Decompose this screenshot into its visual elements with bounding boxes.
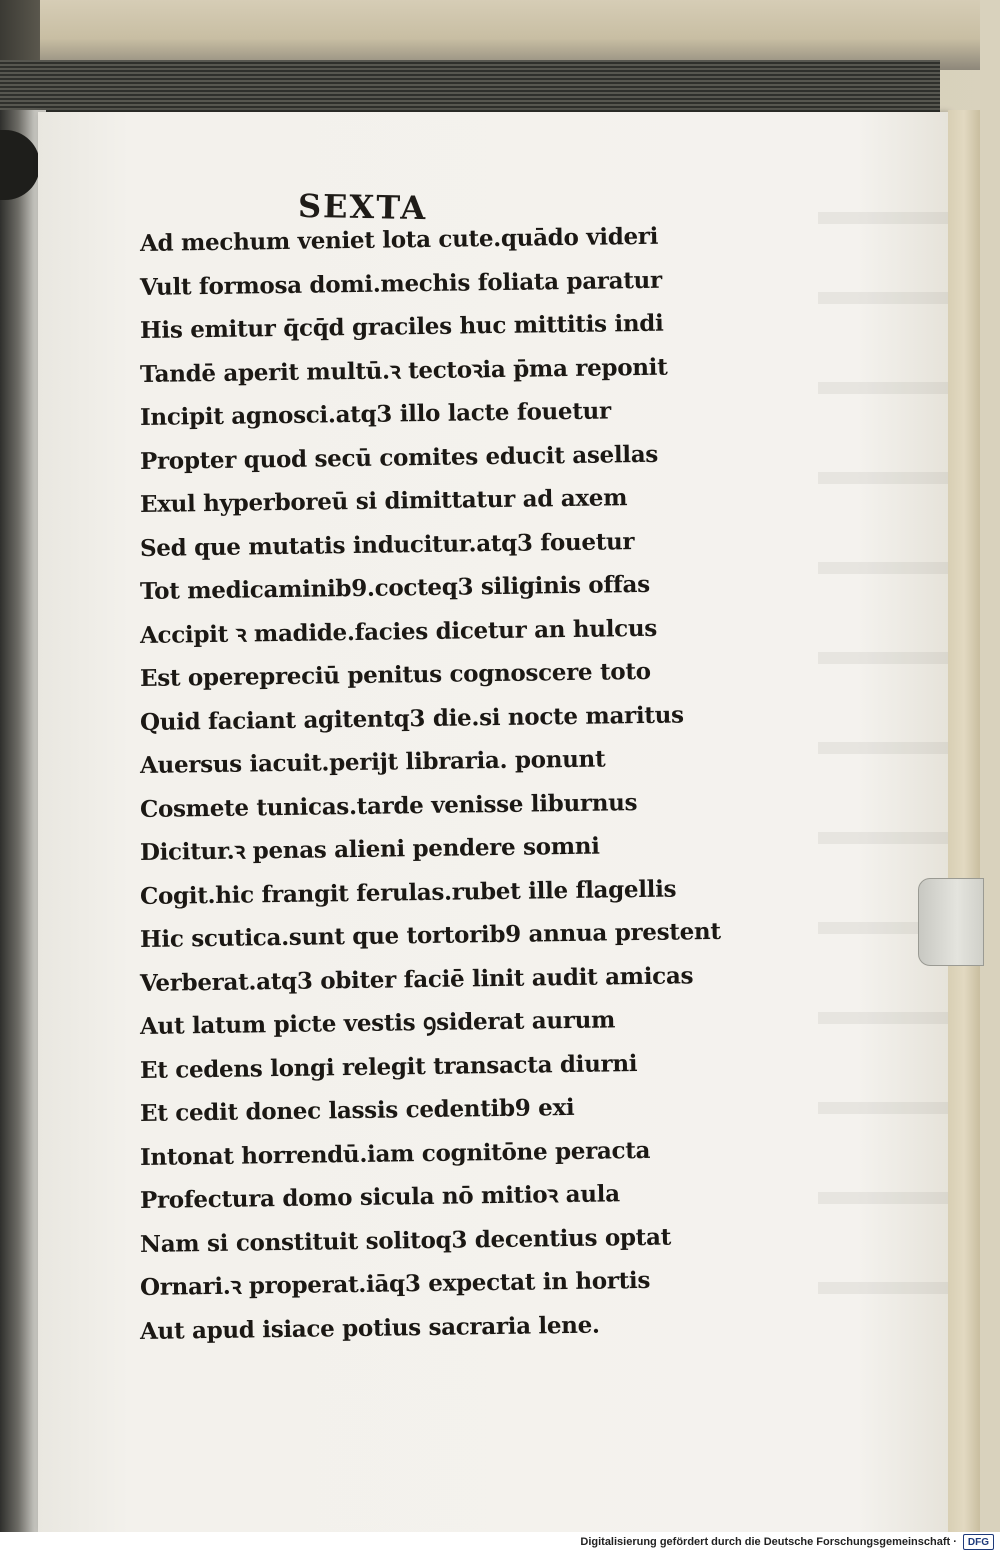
verse-line: Et cedens longi relegit transacta diurni	[139, 1049, 638, 1084]
verse-line: Nam si constituit solitoq3 decentius optat	[139, 1223, 672, 1258]
verse-list	[139, 222, 721, 1353]
fore-edge	[948, 110, 980, 1532]
page-tab-marker	[918, 878, 984, 966]
verse-line: Est operepreciū penitus cognoscere toto	[139, 657, 651, 692]
verse-line: Cosmete tunicas.tarde venisse liburnus	[139, 788, 638, 823]
digitization-footer	[0, 1532, 1000, 1552]
verse-line: Ornari.ꝛ properat.iāq3 expectat in hortis	[139, 1266, 651, 1301]
verse-line: Exul hyperboreū si dimittatur ad axem	[139, 484, 628, 518]
verse-line: Intonat horrendū.iam cognitōne peracta	[139, 1136, 651, 1171]
verse-line: Propter quod secū comites educit asellas	[139, 440, 659, 475]
funding-credit: Digitalisierung gefördert durch die Deutsche Forschungsgemeinschaft ·	[580, 1536, 957, 1548]
verse-line: Profectura domo sicula nō mitioꝛ aula	[139, 1180, 620, 1214]
verse-line: Cogit.hic frangit ferulas.rubet ille flagellis	[139, 875, 677, 910]
verse-line: Et cedit donec lassis cedentib9 exi	[139, 1093, 575, 1127]
verse-line: Sed que mutatis inducitur.atq3 fouetur	[139, 527, 635, 562]
verse-line: His emitur q̄cq̄d graciles huc mittitis indi	[139, 309, 664, 344]
verse-line: Aut apud isiace potius sacraria lene.	[139, 1311, 600, 1345]
verse-line: Dicitur.ꝛ penas alieni pendere somni	[139, 832, 600, 866]
verse-line: Vult formosa domi.mechis foliata paratur	[139, 266, 663, 301]
dfg-logo: DFG	[963, 1534, 994, 1550]
verse-line: Hic scutica.sunt que tortorib9 annua prestent	[139, 917, 721, 953]
verse-line: Verberat.atq3 obiter faciē linit audit amicas	[139, 961, 694, 997]
verse-line: Aut latum picte vestis ꝯsiderat aurum	[139, 1006, 616, 1040]
verse-line: Quid faciant agitentq3 die.si nocte maritus	[139, 700, 684, 736]
page-heading: SEXTA	[297, 186, 428, 228]
verse-line: Incipit agnosci.atq3 illo lacte fouetur	[139, 397, 612, 431]
verse-line: Tandē aperit multū.ꝛ tectoꝛia p̄ma reponit	[139, 353, 668, 388]
verse-line: Auersus iacuit.perijt libraria. ponunt	[139, 745, 606, 779]
verse-line: Tot medicaminib9.cocteq3 siliginis offas	[139, 570, 650, 605]
verse-line: Ad mechum veniet lota cute.quādo videri	[139, 222, 659, 257]
verse-line: Accipit ꝛ madide.facies dicetur an hulcus	[139, 614, 658, 649]
